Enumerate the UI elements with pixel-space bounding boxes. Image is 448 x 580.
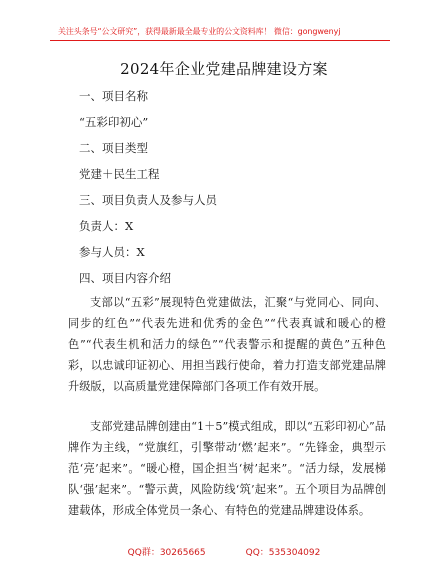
section-heading-project-type: 二、项目类型 <box>79 141 148 155</box>
section-heading-project-name: 一、项目名称 <box>79 89 148 103</box>
header-divider <box>50 40 390 41</box>
footer-qq-group: QQ群：30265665 <box>127 548 206 558</box>
project-name-value: “五彩印初心” <box>79 115 149 129</box>
members-line: 参与人员：X <box>79 245 145 259</box>
footer-qq: QQ：535304092 <box>245 548 321 558</box>
section-heading-personnel: 三、项目负责人及参与人员 <box>79 193 217 207</box>
header-banner: 关注头条号“公文研究”，获得最新最全最专业的公文资料库！ 微信：gongwenyj <box>58 27 341 36</box>
leader-line: 负责人：X <box>79 219 134 233</box>
section-heading-content: 四、项目内容介绍 <box>79 271 171 285</box>
document-title: 2024年企业党建品牌建设方案 <box>120 60 328 78</box>
paragraph-intro: 支部以“五彩”展现特色党建做法，汇聚“与党同心、同向、同步的红色”“代表先进和优秀的金色”“代表真诚和暖心的橙色”“代表生机和活力的绿色”“代表警示和提醒的黄色”五种色彩，以忠诚印证初心、用担当践行使命，着力打造支部党建品牌升级版，以高质量党建保障部门各项工作有效开展。 <box>68 296 386 393</box>
paragraph-model: 支部党建品牌创建由“1＋5”模式组成，即以“五彩印初心”品牌作为主线，“党旗红，引擎带动‘燃’起来”。“先锋金，典型示范‘亮’起来”。“暖心橙，国企担当‘树’起来”。“活力绿，发展梯队‘强’起来”。“警示黄，风险防线‘筑’起来”。五个项目为品牌创建载体，形成全体党员一条心、有特色的党建品牌建设体系。 <box>68 420 386 517</box>
footer-contact <box>0 545 448 558</box>
project-type-value: 党建＋民生工程 <box>79 167 160 181</box>
